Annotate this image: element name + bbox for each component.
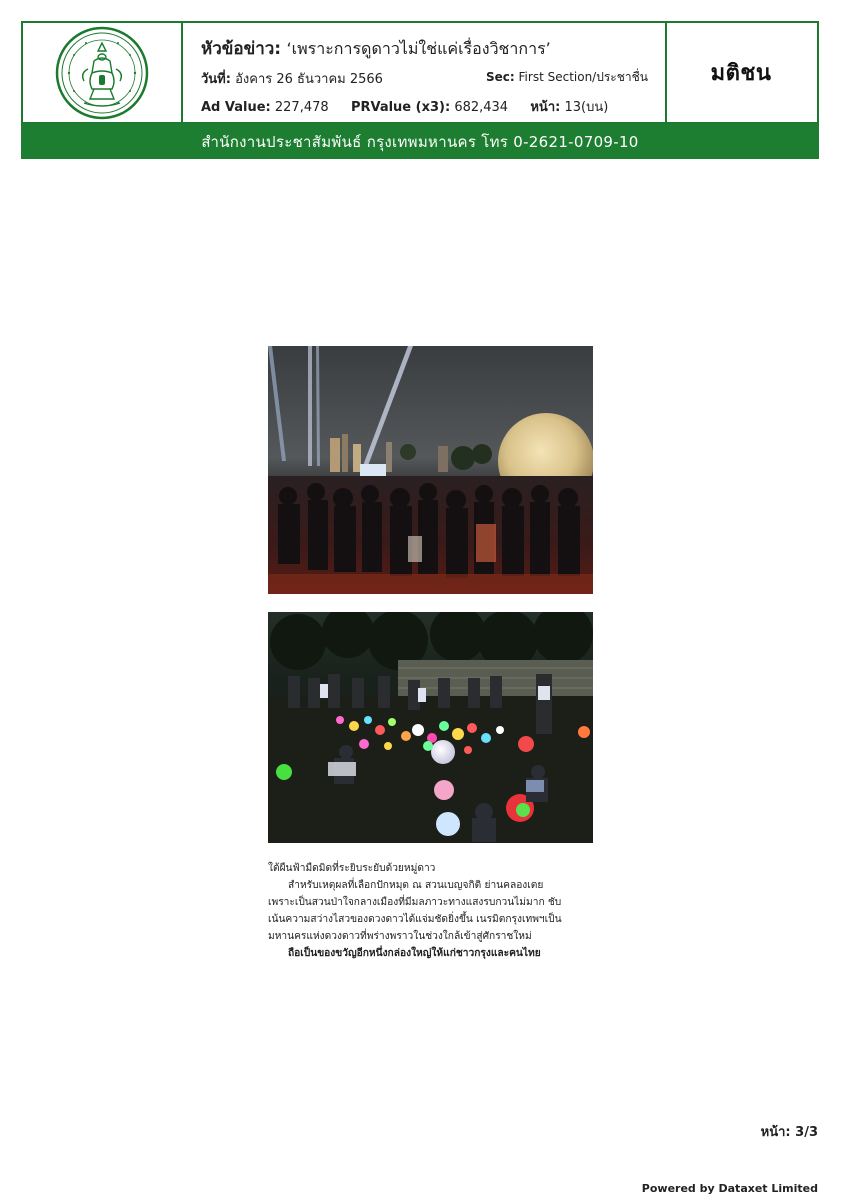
publication-name: มติชน <box>710 61 772 86</box>
photo-glowing-lanterns <box>268 612 593 843</box>
info-cell <box>181 23 667 122</box>
page-label: หน้า: <box>530 100 561 115</box>
article-caption: ใต้ผืนฟ้ามืดมิดที่ระยิบระยับด้วยหมู่ดาว <box>268 863 436 874</box>
article-line: เพราะเป็นสวนป่าใจกลางเมืองที่มีมลภาวะทางแสงรบกวนไม่มาก ชับ <box>268 897 562 908</box>
date-value: อังคาร 26 ธันวาคม 2566 <box>235 72 383 87</box>
value-row <box>201 96 608 117</box>
headline-row <box>201 35 551 62</box>
page-number-label: หน้า: <box>760 1125 791 1140</box>
pr-value-label: PRValue (x3): <box>350 100 451 115</box>
photo-crowd-moon-image <box>268 346 593 594</box>
bangkok-city-seal-icon <box>54 25 150 121</box>
agency-bar: สำนักงานประชาสัมพันธ์ กรุงเทพมหานคร โทร 0-2621-0709-10 <box>21 124 819 159</box>
date-row <box>201 68 383 89</box>
page-number-value: 3/3 <box>795 1125 818 1140</box>
section-label: Sec: <box>486 70 515 84</box>
article-line: มหานครแห่งดวงดาวที่พร่างพราวในช่วงใกล้เข้าสู่ศักราชใหม่ <box>268 931 532 942</box>
section-value: First Section/ประชาชื่น <box>518 70 648 84</box>
page-number <box>761 1121 818 1142</box>
pr-value: 682,434 <box>454 100 509 115</box>
article-text <box>268 860 598 962</box>
article-line: เน้นความสว่างไสวของดวงดาวได้แจ่มชัดยิ่งขึ้น เนรมิตกรุงเทพฯเป็น <box>268 914 562 925</box>
ad-value: 227,478 <box>274 100 329 115</box>
page-value: 13(บน) <box>564 100 609 115</box>
article-line: สำหรับเหตุผลที่เลือกปักหมุด ณ สวนเบญจกิติ ย่านคลองเตย <box>288 880 544 891</box>
headline-label: หัวข้อข่าว: <box>201 39 282 59</box>
photo-glowing-lanterns-image <box>268 612 593 843</box>
publication-cell <box>665 23 817 122</box>
section-row <box>486 68 648 87</box>
date-label: วันที่: <box>201 72 231 87</box>
logo-cell <box>23 23 183 122</box>
header-table <box>21 21 819 124</box>
photo-crowd-moon <box>268 346 593 594</box>
ad-value-label: Ad Value: <box>201 100 271 115</box>
headline-value: ‘เพราะการดูดาวไม่ใช่แค่เรื่องวิชาการ’ <box>286 39 551 58</box>
article-closing-line: ถือเป็นของขวัญอีกหนึ่งกล่องใหญ่ให้แก่ชาวกรุงและคนไทย <box>288 948 541 959</box>
news-clipping-header <box>21 21 819 159</box>
powered-by: Powered by Dataxet Limited <box>641 1182 818 1195</box>
